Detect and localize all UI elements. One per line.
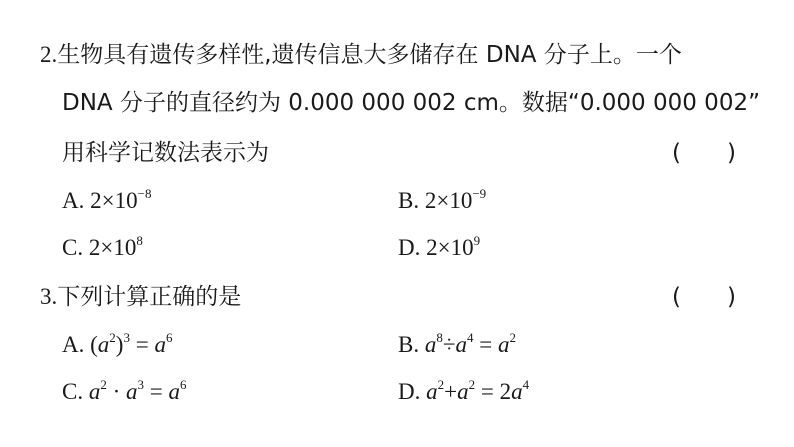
option-exponent: 2 xyxy=(509,330,516,345)
question-2-option-d[interactable] xyxy=(398,233,480,263)
question-2-option-b[interactable] xyxy=(398,186,486,216)
option-label: D. xyxy=(398,379,421,404)
option-exponent: 8 xyxy=(436,330,443,345)
option-variable: a xyxy=(455,332,467,357)
option-label: B. xyxy=(398,332,420,357)
option-variable: a xyxy=(497,332,510,357)
option-variable: a xyxy=(511,379,523,404)
option-operator: ÷ xyxy=(442,332,456,357)
option-equals: = xyxy=(129,332,155,357)
option-exponent: 9 xyxy=(473,233,481,248)
option-exponent: 2 xyxy=(109,330,116,345)
question-2-text-2: DNA 分子的直径约为 0.000 000 002 cm。数据“0.000 000 002” xyxy=(62,90,760,116)
question-2-answer-bracket: ( ) xyxy=(672,140,736,166)
question-3-answer-bracket: ( ) xyxy=(672,284,736,310)
question-3-text: 下列计算正确的是 xyxy=(57,284,242,310)
option-variable: a xyxy=(126,379,138,404)
option-exponent: 4 xyxy=(522,377,530,392)
question-3-option-b[interactable] xyxy=(398,330,516,360)
option-equals: = xyxy=(144,379,169,404)
question-2-line-3 xyxy=(62,138,269,168)
question-3-option-d[interactable] xyxy=(398,377,529,407)
option-exponent: 3 xyxy=(137,377,145,392)
question-3-line-1 xyxy=(40,282,241,312)
option-variable: a xyxy=(88,379,101,404)
option-base: 2×10 xyxy=(426,235,474,260)
option-paren-close: ) xyxy=(115,332,124,357)
option-operator: + xyxy=(444,379,458,404)
option-label: C. xyxy=(62,379,84,404)
option-operator: · xyxy=(106,379,127,404)
option-variable: a xyxy=(154,332,166,357)
option-base: 2×10 xyxy=(424,188,473,213)
option-base: 2×10 xyxy=(90,188,138,213)
option-variable: a xyxy=(457,379,469,404)
question-3-number: 3. xyxy=(40,284,58,309)
option-exponent: 3 xyxy=(123,330,130,345)
question-2-text-3: 用科学记数法表示为 xyxy=(62,140,269,166)
option-exponent: 2 xyxy=(100,377,107,392)
option-variable: a xyxy=(426,379,438,404)
option-label: A. xyxy=(62,188,85,213)
option-exponent: 2 xyxy=(437,377,445,392)
option-exponent: 6 xyxy=(180,377,187,392)
option-exponent: 4 xyxy=(466,330,474,345)
option-exponent: −9 xyxy=(472,186,487,201)
option-variable: a xyxy=(424,332,437,357)
option-label: B. xyxy=(398,188,420,213)
question-2-number: 2. xyxy=(40,42,58,67)
option-exponent: 2 xyxy=(468,377,476,392)
question-2-line-2 xyxy=(62,88,760,118)
option-exponent: −8 xyxy=(137,186,152,201)
question-3-option-c[interactable] xyxy=(62,377,187,407)
question-3-option-a[interactable] xyxy=(62,330,172,360)
option-equals: = xyxy=(473,332,498,357)
option-label: C. xyxy=(62,235,84,260)
question-2-option-c[interactable] xyxy=(62,233,143,263)
option-label: D. xyxy=(398,235,421,260)
option-base: 2×10 xyxy=(88,235,137,260)
option-paren-open: ( xyxy=(90,332,98,357)
option-exponent: 8 xyxy=(136,233,143,248)
option-equals: = 2 xyxy=(475,379,512,404)
option-exponent: 6 xyxy=(165,330,173,345)
option-variable: a xyxy=(168,379,180,404)
question-2-option-a[interactable] xyxy=(62,186,151,216)
option-variable: a xyxy=(97,332,110,357)
question-2-text-1: 生物具有遗传多样性,遗传信息大多储存在 DNA 分子上。一个 xyxy=(57,42,682,68)
option-label: A. xyxy=(62,332,85,357)
question-2-line-1 xyxy=(40,40,682,70)
